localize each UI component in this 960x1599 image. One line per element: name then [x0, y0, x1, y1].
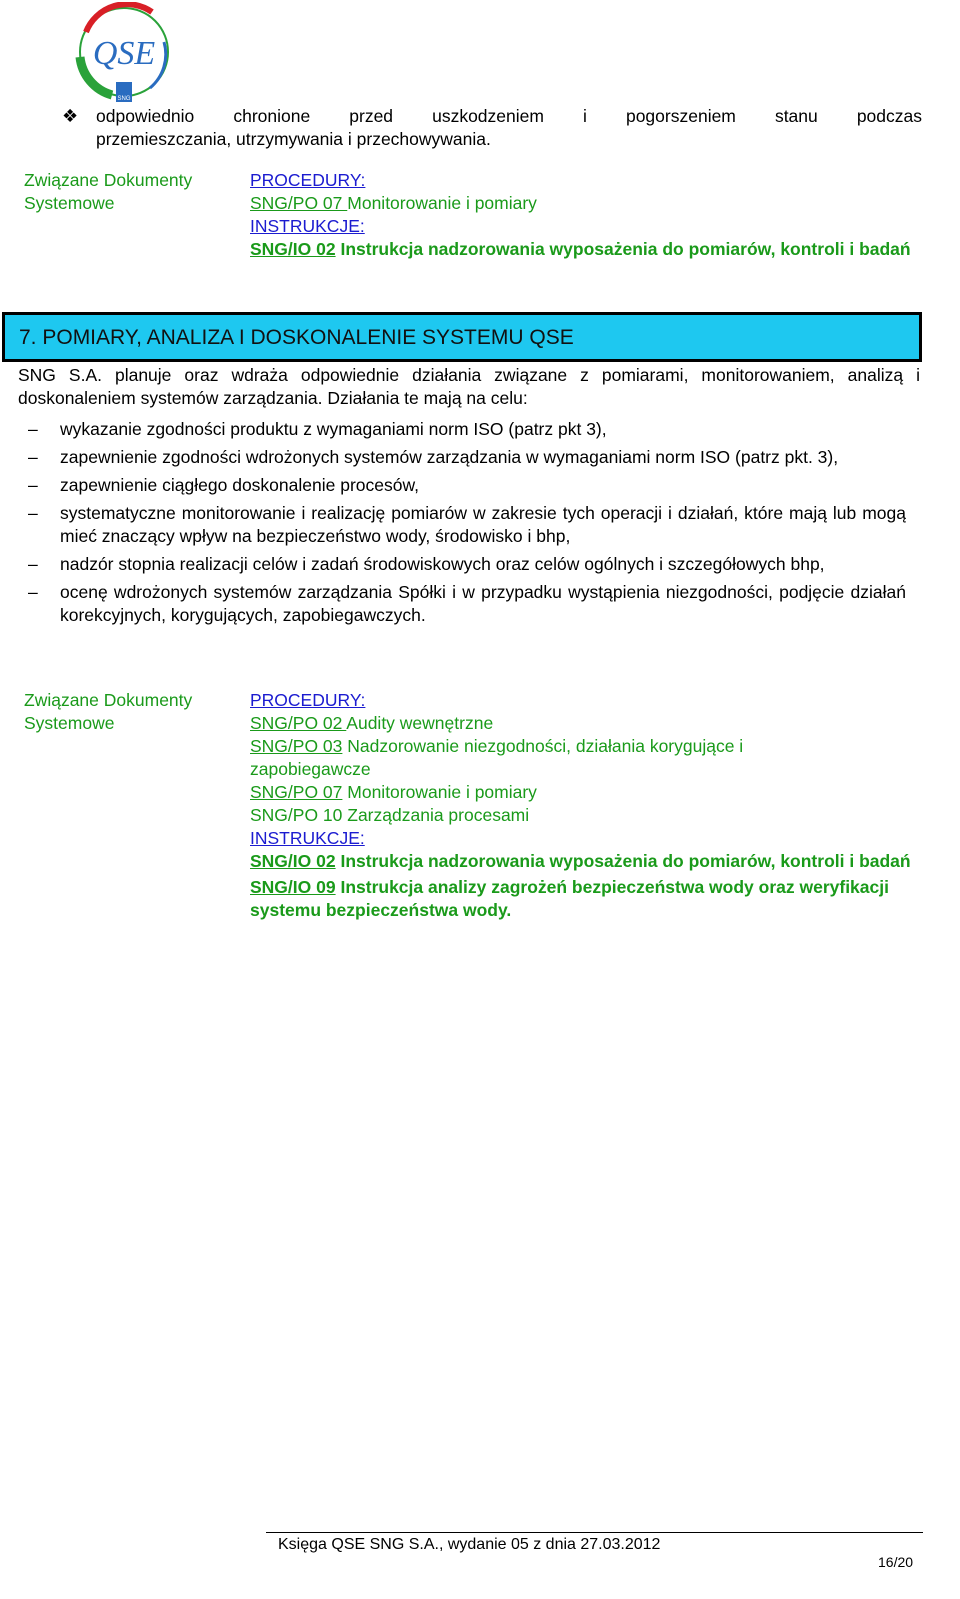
diamond-bullet-icon: ❖: [62, 106, 79, 126]
list-item: – systematyczne monitorowanie i realizację pomiarów w zakresie tych operacji i działań, które mają lub mogą mieć znaczący wpływ na bezpieczeństwo wody, środowisko i bhp,: [28, 503, 906, 546]
instruction-link[interactable]: SNG/IO 02 Instrukcja nadzorowania wyposażenia do pomiarów, kontroli i badań: [250, 239, 911, 259]
dash-list: [28, 418, 906, 632]
instructions-heading[interactable]: INSTRUKCJE:: [250, 216, 365, 236]
dash-icon: –: [28, 503, 38, 523]
list-item: – ocenę wdrożonych systemów zarządzania Spółki i w przypadku wystąpienia niezgodności, podjęcie działań korekcyjnych, korygujących, zapobiegawczych.: [28, 582, 906, 625]
logo-sub-text: SNG: [117, 96, 131, 102]
footer-text: Księga QSE SNG S.A., wydanie 05 z dnia 27.03.2012: [278, 1536, 661, 1553]
bullet-line-2: przemieszczania, utrzymywania i przechowywania.: [96, 129, 491, 149]
dash-icon: –: [28, 419, 38, 439]
procedure-link[interactable]: SNG/PO 03 Nadzorowanie niezgodności, działania korygujące i zapobiegawcze: [250, 736, 744, 779]
dash-icon: –: [28, 447, 38, 467]
procedures-heading[interactable]: PROCEDURY:: [250, 690, 366, 710]
related-docs-label-2: [24, 689, 244, 735]
procedure-link[interactable]: SNG/PO 02 Audity wewnętrzne: [250, 713, 494, 733]
procedure-link[interactable]: SNG/PO 07 Monitorowanie i pomiary: [250, 782, 537, 802]
procedures-heading[interactable]: PROCEDURY:: [250, 170, 366, 190]
related-docs-label-1: [24, 169, 244, 215]
logo-text: QSE: [92, 35, 156, 72]
related-docs-list-2: [250, 689, 950, 922]
related-label-line1: Związane Dokumenty: [24, 690, 193, 710]
dash-icon: –: [28, 475, 38, 495]
body-paragraph: SNG S.A. planuje oraz wdraża odpowiednie działania związane z pomiarami, monitorowaniem, analizą i doskonaleniem systemów zarządzania. Działania te mają na celu:: [18, 365, 920, 408]
bullet-line-1: odpowiednio chronione przed uszkodzeniem i pogorszeniem stanu podczas: [96, 106, 922, 126]
list-item: – wykazanie zgodności produktu z wymaganiami norm ISO (patrz pkt 3),: [28, 419, 607, 439]
related-label-line1: Związane Dokumenty: [24, 170, 193, 190]
procedure-link[interactable]: SNG/PO 07 Monitorowanie i pomiary: [250, 193, 537, 213]
related-label-line2: Systemowe: [24, 193, 115, 213]
qse-logo-icon: [72, 2, 176, 106]
list-item: – zapewnienie zgodności wdrożonych systemów zarządzania w wymaganiami norm ISO (patrz pkt. 3),: [28, 447, 839, 467]
instruction-link[interactable]: SNG/IO 09 Instrukcja analizy zagrożeń bezpieczeństwa wody oraz weryfikacji systemu bezpieczeństwa wody.: [250, 877, 889, 920]
list-item: – zapewnienie ciągłego doskonalenie procesów,: [28, 475, 419, 495]
instruction-link[interactable]: SNG/IO 02 Instrukcja nadzorowania wyposażenia do pomiarów, kontroli i badań: [250, 851, 911, 871]
section-title: 7. POMIARY, ANALIZA I DOSKONALENIE SYSTEMU QSE: [19, 325, 574, 349]
company-logo: [72, 2, 176, 106]
top-bullet: [62, 105, 922, 151]
page-number: 16/20: [878, 1554, 914, 1570]
section-heading-box: [2, 312, 922, 362]
related-docs-list-1: [250, 169, 950, 261]
list-item: – nadzór stopnia realizacji celów i zadań środowiskowych oraz celów ogólnych i szczegółowych bhp,: [28, 554, 825, 574]
procedure-link[interactable]: SNG/PO 10 Zarządzania procesami: [250, 805, 530, 825]
instructions-heading[interactable]: INSTRUKCJE:: [250, 828, 365, 848]
dash-icon: –: [28, 554, 38, 574]
related-label-line2: Systemowe: [24, 713, 115, 733]
dash-icon: –: [28, 582, 38, 602]
